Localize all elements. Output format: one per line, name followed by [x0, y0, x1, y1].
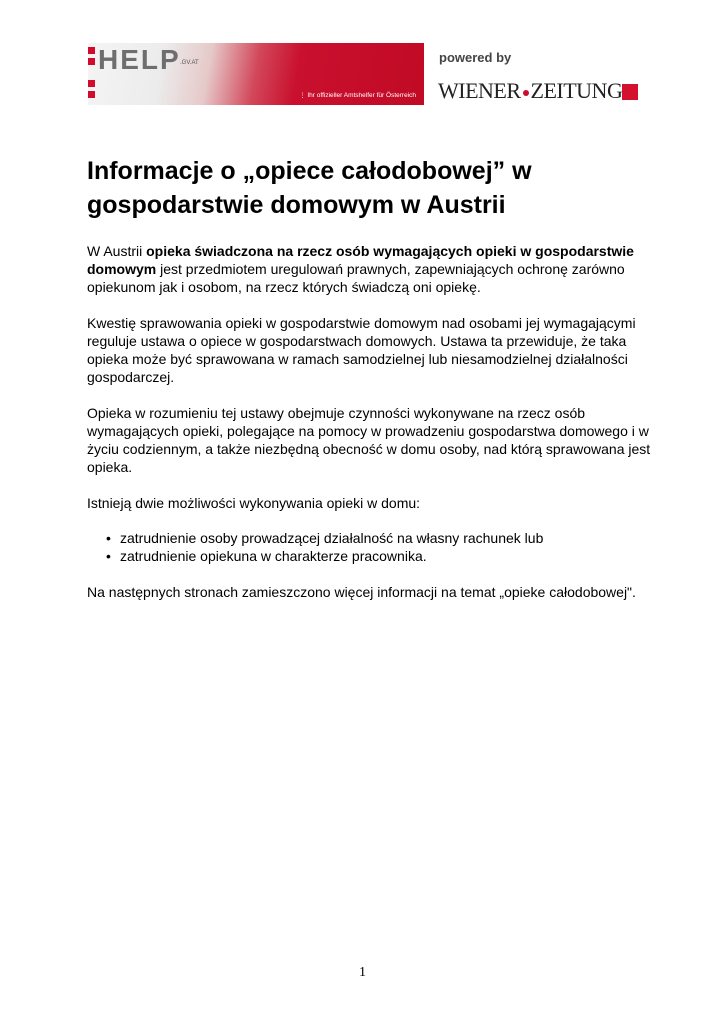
- wz-logo-dot: [523, 90, 529, 96]
- paragraph-options: Istnieją dwie możliwości wykonywania opieki w domu:: [87, 495, 421, 511]
- paragraph-regulation: Kwestię sprawowania opieki w gospodarstwie domowym nad osobami jej wymagającymi reguluje ustawa o opiece w gospodarstwach domowych. Ustawa ta przewiduje, że taka opieka może być sprawowana w ramach samodzielnej lub niesamodzielnej działalności gospodarczej.: [87, 315, 636, 385]
- paragraph-intro: [87, 242, 652, 296]
- page-number: 1: [359, 965, 366, 980]
- wz-logo-part1: WIENER: [438, 78, 521, 103]
- wz-logo-part2: ZEITUNG: [530, 78, 623, 103]
- paragraph-definition: Opieka w rozumieniu tej ustawy obejmuje czynności wykonywane na rzecz osób wymagających opieki, polegające na pomocy w prowadzeniu gospodarstwa domowego i w życiu codziennym, a także niezbędną obecność w domu osoby, nad którą sprawowana jest opieka.: [87, 405, 651, 475]
- document-title: Informacje o „opiece całodobowej” w gospodarstwie domowym w Austrii: [87, 157, 532, 219]
- list-item: • zatrudnienie osoby prowadzącej działalność na własny rachunek lub: [87, 529, 652, 547]
- intro-lead: W Austrii: [87, 243, 147, 259]
- help-tagline: ⋮ Ihr offizieller Amtshelfer für Österreich: [299, 92, 416, 99]
- document-body: [87, 154, 652, 601]
- paragraph-more-info: Na następnych stronach zamieszczono więcej informacji na temat „opieke całodobowej".: [87, 584, 636, 600]
- list-item: • zatrudnienie opiekuna w charakterze pracownika.: [87, 547, 652, 565]
- intro-bold: opieka świadczona na rzecz osób wymagających opieki w gospodarstwie domowym: [87, 243, 634, 277]
- help-logo-suffix: .GV.AT: [180, 60, 199, 66]
- options-list: [87, 529, 652, 565]
- help-logo-text: HELP: [98, 44, 181, 75]
- help-banner-logo: [88, 43, 424, 105]
- banner-marks: [88, 43, 95, 105]
- intro-rest: jest przedmiotem uregulowań prawnych, zapewniających ochronę zarówno opiekunom jak i osobom, na rzecz których świadczą oni opiekę.: [87, 261, 625, 295]
- wiener-zeitung-logo: [438, 78, 622, 104]
- wz-logo-square: [622, 84, 638, 100]
- powered-by-label: powered by: [439, 50, 512, 65]
- tagline-icon: ⋮: [299, 92, 308, 99]
